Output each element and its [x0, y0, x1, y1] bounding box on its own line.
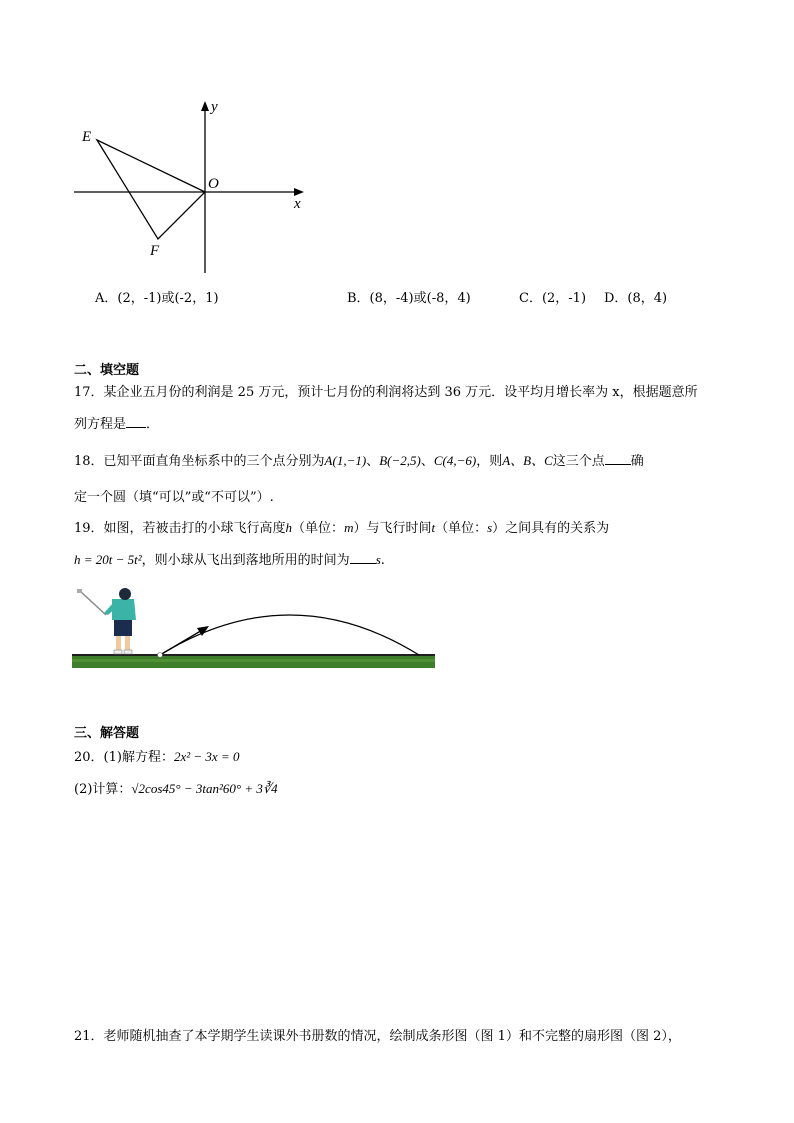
golfer-shoe-right — [124, 650, 132, 654]
ground-line — [72, 654, 435, 656]
q19-line1 — [74, 519, 609, 538]
q19-line2 — [74, 550, 385, 570]
triangle-EOF — [97, 140, 205, 239]
q17-line1: 17．某企业五月份的利润是 25 万元，预计七月份的利润将达到 36 万元．设平均月增长率为 x，根据题意所 — [74, 385, 698, 400]
q19-end: . — [380, 553, 385, 568]
q19-close2: ）之间具有的关系为 — [492, 521, 610, 536]
ball-trajectory — [160, 615, 419, 655]
option-b: B．(8，-4)或(-8，4) — [347, 291, 471, 306]
q19-t: t — [431, 520, 436, 535]
q20-part1-equation: 2x² − 3x = 0 — [173, 749, 240, 764]
q19-unit-h: （单位： — [292, 521, 345, 536]
golfer-legs-left — [116, 634, 121, 652]
golf-ball — [158, 653, 163, 658]
q18-letters: A、B、C — [502, 453, 553, 468]
q18-point-a: A(1,−1) — [324, 453, 367, 468]
label-E: E — [82, 129, 92, 145]
label-O: O — [208, 176, 219, 192]
coordinate-figure — [60, 95, 320, 280]
q19-answer-blank — [350, 550, 376, 564]
section-fill-in-heading: 二、填空题 — [74, 363, 140, 378]
q20-part2 — [74, 780, 278, 799]
q19-s: s — [487, 520, 493, 535]
q21-line1: 21．老师随机抽查了本学期学生读课外书册数的情况，绘制成条形图（图 1）和不完整的扇形图（图 2）， — [74, 1029, 681, 1044]
q19-s2: s — [375, 552, 381, 567]
q17-answer-blank — [126, 414, 146, 428]
q18-post: 这三个点 — [552, 454, 605, 469]
q18-sep1: 、 — [366, 454, 380, 469]
golfer-legs-right — [125, 634, 130, 652]
x-axis-arrow — [294, 188, 304, 196]
q18-pre: 18．已知平面直角坐标系中的三个点分别为 — [74, 454, 325, 469]
q17-line2 — [74, 414, 159, 434]
option-c: C．(2，-1) — [519, 291, 587, 306]
golfer-shoe-left — [114, 650, 122, 654]
q18-point-c: C(4,−6) — [433, 453, 477, 468]
q20-part2-label: (2)计算： — [74, 782, 132, 797]
q19-m: m — [344, 520, 354, 535]
grass-texture — [72, 659, 435, 662]
y-axis-arrow — [201, 101, 209, 111]
q17-end: ． — [146, 417, 160, 432]
q18-answer-blank — [605, 451, 631, 465]
golfer-figure — [77, 588, 136, 654]
q19-close1: ）与飞行时间 — [353, 521, 432, 536]
q18-line2: 定一个圆（填“可以”或“不可以”）. — [74, 490, 274, 505]
q18-mid: ，则 — [476, 454, 503, 469]
label-x: x — [294, 196, 301, 212]
q20-part2-expression: √2cos45° − 3tan²60° + 3∛4 — [131, 781, 278, 796]
golfer-head — [119, 588, 131, 600]
launch-arrow-shaft — [160, 629, 204, 655]
q18-post2: 确 — [630, 454, 644, 469]
q19-unit-t: （单位： — [435, 521, 488, 536]
golfer-shorts — [114, 618, 132, 636]
golf-club — [80, 591, 106, 615]
q20-part1-label: 20．(1)解方程： — [74, 750, 174, 765]
golf-club-head — [77, 589, 82, 593]
label-y: y — [211, 99, 218, 115]
option-a: A．(2，-1)或(-2，1) — [95, 291, 219, 306]
q18-sep2: 、 — [420, 454, 434, 469]
q19-h: h — [285, 520, 293, 535]
q20-part1 — [74, 748, 239, 767]
q17-line2-text: 列方程是 — [74, 417, 127, 432]
golfer-shirt — [112, 599, 136, 620]
q19-line2-a: ，则小球从飞出到落地所用的时间为 — [141, 553, 350, 568]
q18-line1 — [74, 451, 644, 471]
q18-point-b: B(−2,5) — [379, 453, 421, 468]
q19-formula: h = 20t − 5t² — [74, 552, 142, 567]
label-F: F — [150, 243, 160, 259]
option-d: D．(8，4) — [604, 291, 668, 306]
section-answer-heading: 三、解答题 — [74, 726, 140, 741]
golf-illustration — [72, 585, 436, 670]
q19-line1-a: 19．如图，若被击打的小球飞行高度 — [74, 521, 286, 536]
